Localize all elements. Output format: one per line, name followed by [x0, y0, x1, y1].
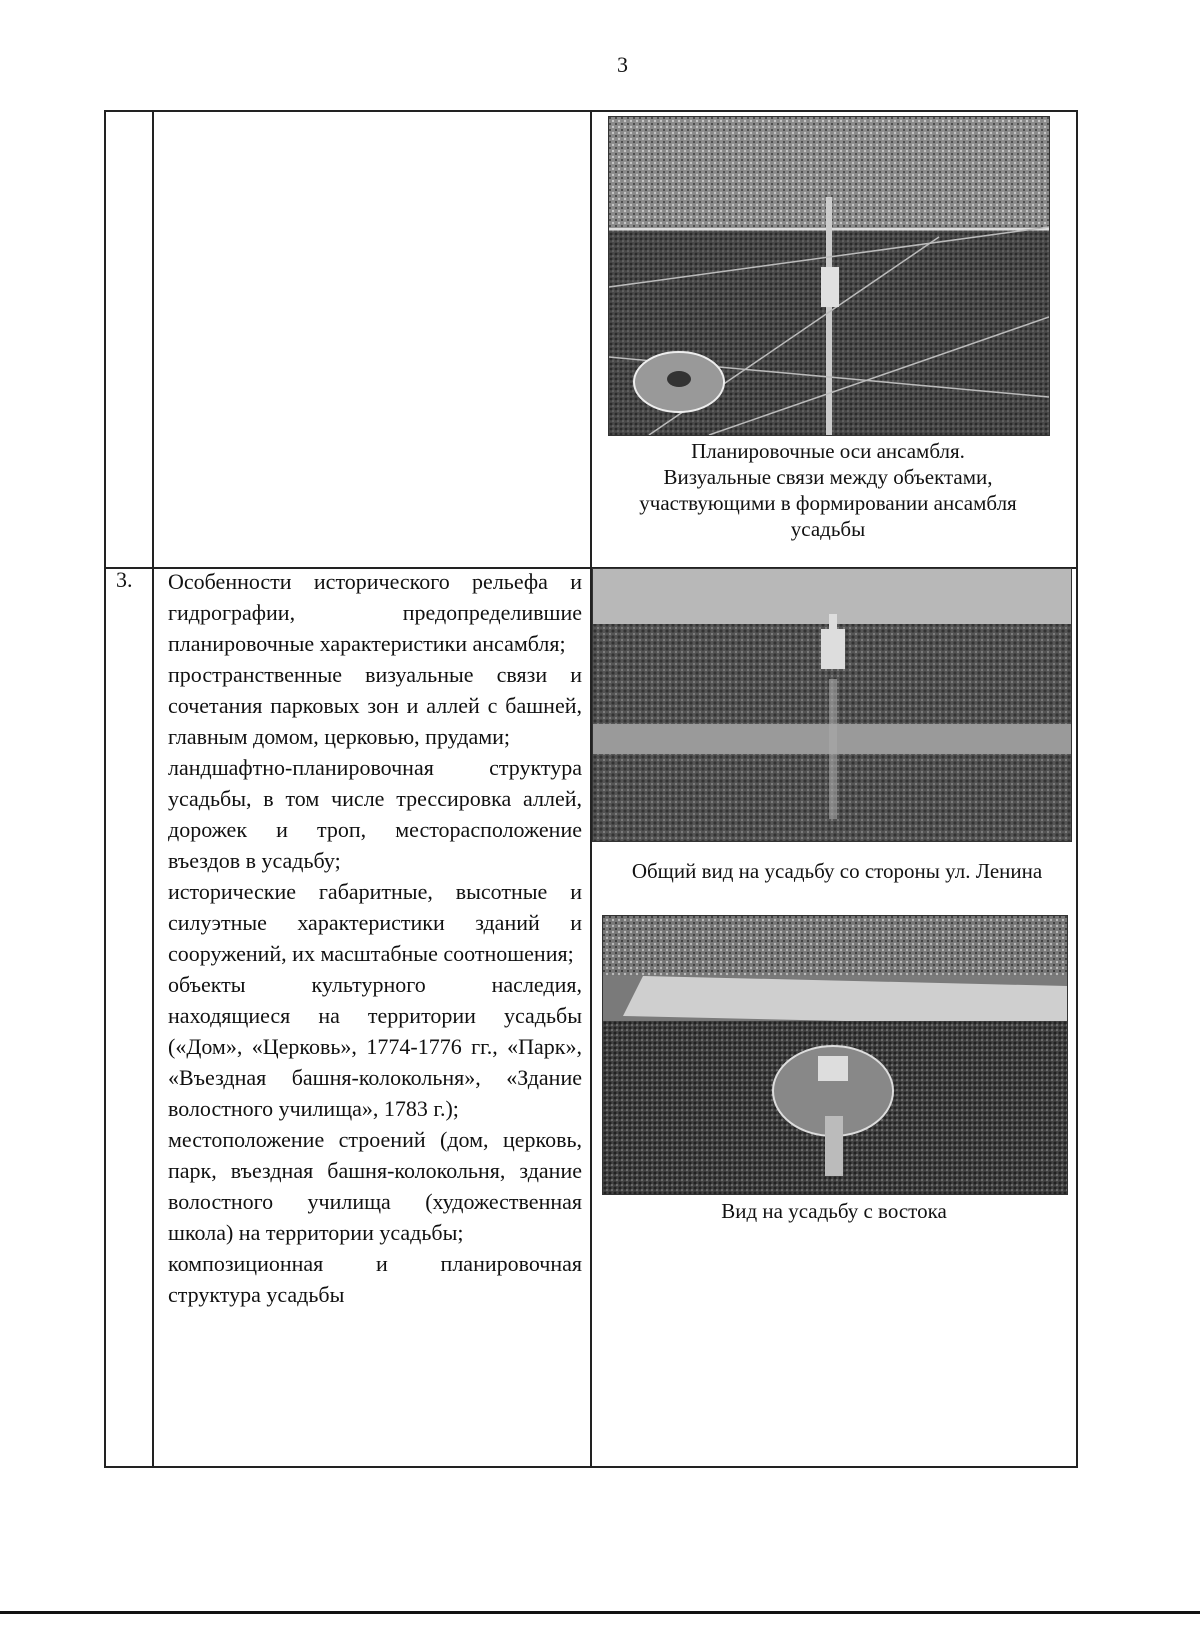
caption-east-view: Вид на усадьбу с востока [721, 1199, 947, 1223]
caption-line: Планировочные оси ансамбля. [691, 439, 965, 463]
photo-view-east [602, 915, 1068, 1195]
feature-item: ландшафтно-планировочная структура усадьбы, в том числе трессировка аллей, дорожек и троп, месторасположение въездов в усадьбу; [168, 755, 582, 873]
photo-view-lenin-street [592, 568, 1072, 842]
row-number: 3. [116, 567, 133, 592]
caption-line: усадьбы [790, 517, 866, 541]
features-list [168, 566, 582, 1310]
caption-line: участвующими в формировании ансамбля [639, 491, 1017, 515]
page-number: 3 [617, 52, 628, 77]
feature-item: композиционная и планировочная структура усадьбы [168, 1251, 582, 1307]
aerial-photo-axes [608, 116, 1050, 436]
caption-lenin-street: Общий вид на усадьбу со стороны ул. Ленина [631, 859, 1043, 883]
feature-item: местоположение строений (дом, церковь, парк, въездная башня-колокольня, здание волостного училища (художественная школа) на территории усадьбы; [168, 1127, 582, 1245]
feature-item: исторические габаритные, высотные и силуэтные характеристики зданий и сооружений, их масштабные соотношения; [168, 879, 582, 966]
feature-item: пространственные визуальные связи и сочетания парковых зон и аллей с башней, главным домом, церковью, прудами; [168, 662, 582, 749]
caption-ensemble-axes [608, 438, 1048, 542]
caption-line: Визуальные связи между объектами, [663, 465, 993, 489]
feature-item: объекты культурного наследия, находящиеся на территории усадьбы («Дом», «Церковь», 1774-1776 гг., «Парк», «Въездная башня-колокольня», «Здание волостного училища», 1783 г.); [168, 972, 582, 1121]
feature-item: Особенности исторического рельефа и гидрографии, предопределившие планировочные характеристики ансамбля; [168, 569, 582, 656]
page-bottom-rule [0, 1611, 1200, 1614]
table-column-divider-1 [152, 112, 154, 1466]
